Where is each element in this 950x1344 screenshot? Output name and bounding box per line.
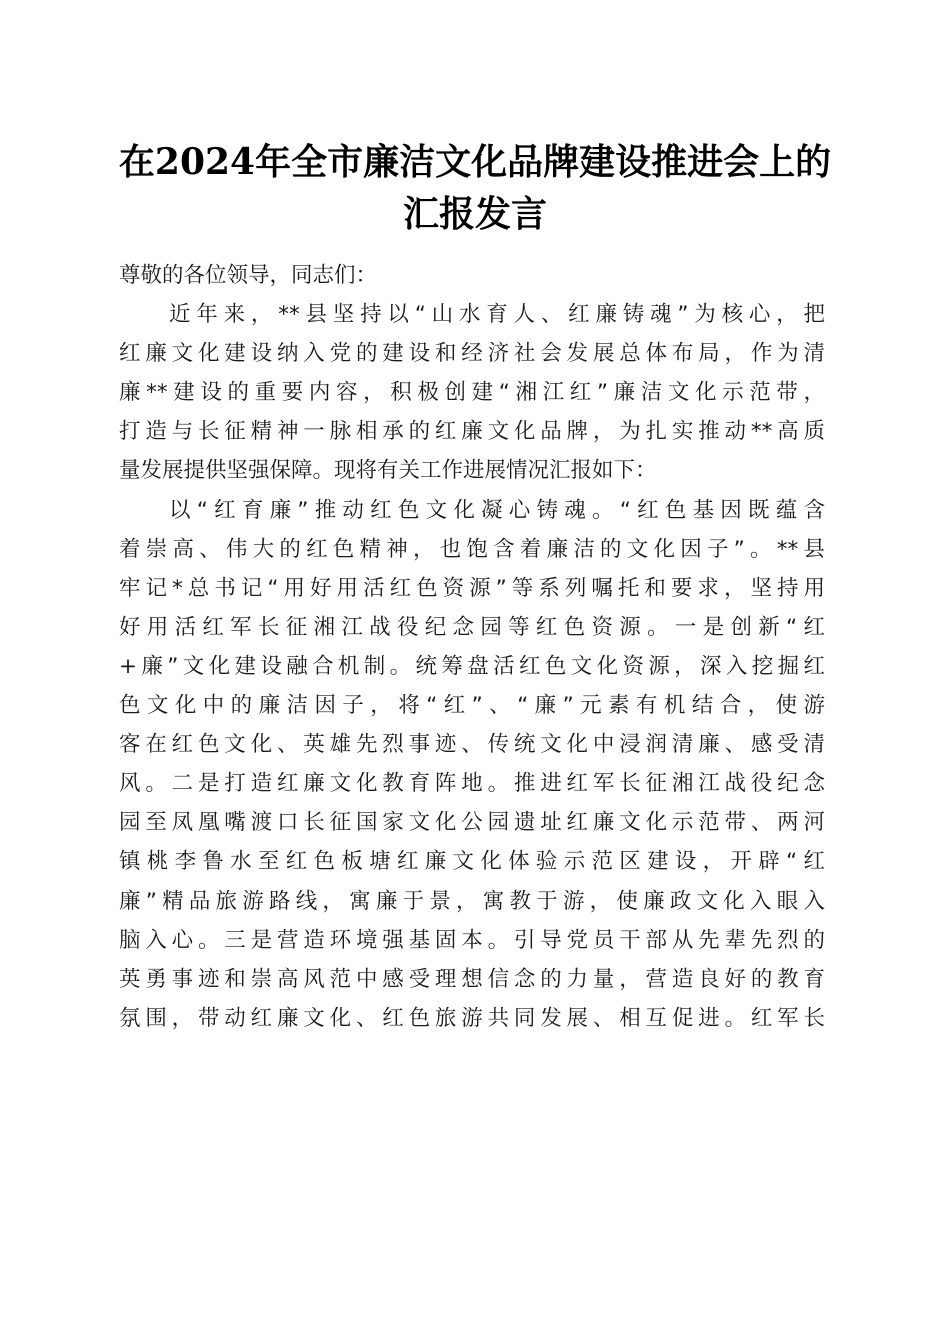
salutation: 尊敬的各位领导，同志们： <box>119 263 378 288</box>
text-line: 脑入心。三是营造环境强基固本。引导党员干部从先辈先烈的 <box>119 927 825 953</box>
text-line: 客在红色文化、英雄先烈事迹、传统文化中浸润清廉、感受清 <box>119 732 825 758</box>
text-line: 近年来，**县坚持以“山水育人、红廉铸魂”为核心，把 <box>169 302 825 328</box>
text-line: 以“红育廉”推动红色文化凝心铸魂。“红色基因既蕴含 <box>169 497 825 523</box>
text-line: 园至凤凰嘴渡口长征国家文化公园遗址红廉文化示范带、两河 <box>119 810 825 836</box>
text-line: 氛围，带动红廉文化、红色旅游共同发展、相互促进。红军长 <box>119 1005 825 1031</box>
text-line: 廉”精品旅游路线，寓廉于景，寓教于游，使廉政文化入眼入 <box>119 888 825 914</box>
text-line: +廉”文化建设融合机制。统筹盘活红色文化资源，深入挖掘红 <box>119 653 825 679</box>
title-line-1: 在2024年全市廉洁文化品牌建设推进会上的 <box>118 141 832 183</box>
text-line: 廉**建设的重要内容，积极创建“湘江红”廉洁文化示范带， <box>119 380 825 406</box>
document-body <box>119 256 825 1038</box>
text-line: 牢记*总书记“用好用活红色资源”等系列嘱托和要求，坚持用 <box>119 575 825 601</box>
text-line: 色文化中的廉洁因子，将“红”、“廉”元素有机结合，使游 <box>119 693 825 719</box>
text-line: 红廉文化建设纳入党的建设和经济社会发展总体布局，作为清 <box>119 341 825 367</box>
text-line: 风。二是打造红廉文化教育阵地。推进红军长征湘江战役纪念 <box>119 771 825 797</box>
document-title <box>110 136 840 240</box>
text-line: 英勇事迹和崇高风范中感受理想信念的力量，营造良好的教育 <box>119 966 825 992</box>
paragraph-lines <box>119 295 825 1038</box>
title-line-2: 汇报发言 <box>402 193 547 235</box>
text-line: 好用活红军长征湘江战役纪念园等红色资源。一是创新“红 <box>119 614 825 640</box>
text-line: 打造与长征精神一脉相承的红廉文化品牌，为扎实推动**高质 <box>119 419 825 445</box>
text-line: 镇桃李鲁水至红色板塘红廉文化体验示范区建设，开辟“红 <box>119 849 825 875</box>
text-line: 量发展提供坚强保障。现将有关工作进展情况汇报如下： <box>119 458 657 484</box>
text-line: 着崇高、伟大的红色精神，也饱含着廉洁的文化因子”。**县 <box>119 536 825 562</box>
